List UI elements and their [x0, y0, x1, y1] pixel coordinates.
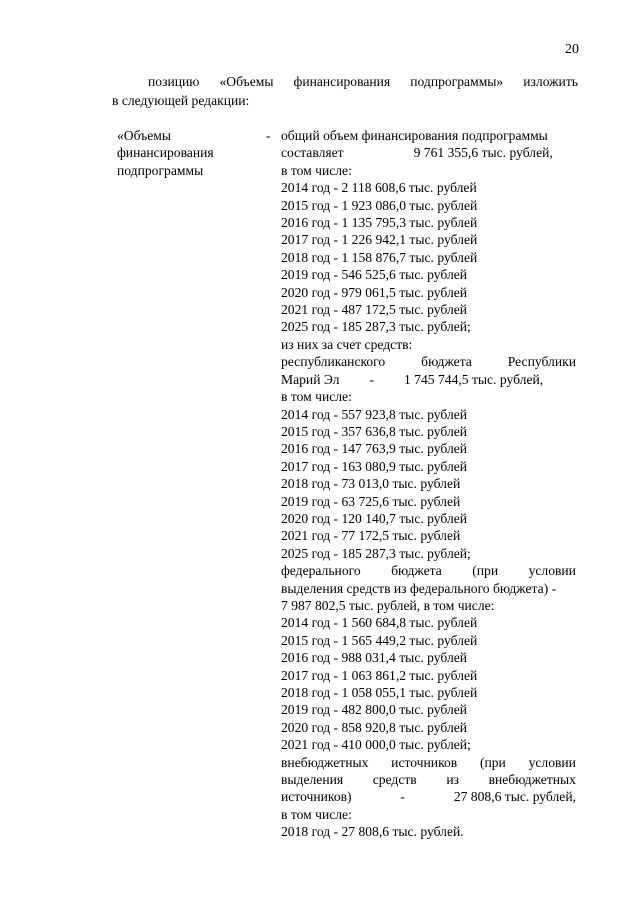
extrabudget-line-3	[281, 788, 576, 805]
label-line: финансирования	[117, 145, 214, 161]
republic-label: Марий Эл	[281, 371, 340, 387]
extrabudget-label: источников)	[281, 789, 352, 805]
year-row: 2018 год - 73 013,0 тыс. рублей	[281, 476, 461, 492]
extrabudget-dash: -	[400, 789, 405, 805]
republic-word: Республики	[507, 354, 576, 370]
total-line-2	[281, 144, 576, 161]
year-row: 2015 год - 357 636,8 тыс. рублей	[281, 423, 468, 439]
page-number: 20	[565, 42, 579, 57]
year-row: 2014 год - 1 560 684,8 тыс. рублей	[281, 615, 478, 631]
total-line-3: в том числе:	[281, 162, 352, 178]
extrabudget-word: средств	[372, 772, 417, 788]
extrabudget-line-1	[281, 754, 576, 771]
extrabudget-word: выделения	[281, 772, 344, 788]
republic-word: республиканского	[281, 354, 386, 370]
year-row: 2016 год - 988 031,4 тыс. рублей	[281, 650, 468, 666]
year-row: 2019 год - 482 800,0 тыс. рублей	[281, 702, 468, 718]
year-row: 2016 год - 1 135 795,3 тыс. рублей	[281, 215, 478, 231]
republic-years	[281, 406, 576, 563]
republic-amount: 1 745 744,5 тыс. рублей,	[403, 371, 544, 387]
federal-word: условии	[528, 563, 576, 579]
extrabudget-word: (при	[479, 754, 506, 770]
label-line: подпрограммы	[117, 162, 204, 178]
year-row: 2018 год - 27 808,6 тыс. рублей.	[281, 824, 464, 840]
extrabudget-amount: 27 808,6 тыс. рублей,	[453, 789, 576, 805]
intro-word: позицию	[148, 74, 200, 89]
label-dash: -	[266, 128, 271, 143]
extrabudget-line-2	[281, 771, 576, 788]
extrabudget-word: из	[446, 772, 459, 788]
label-line: «Объемы	[117, 128, 171, 143]
federal-line-3: 7 987 802,5 тыс. рублей, в том числе:	[281, 597, 495, 613]
year-row: 2021 год - 410 000,0 тыс. рублей;	[281, 737, 471, 753]
year-row: 2019 год - 63 725,6 тыс. рублей	[281, 493, 461, 509]
intro-line-2: в следующей редакции:	[112, 93, 250, 108]
year-row: 2015 год - 1 923 086,0 тыс. рублей	[281, 197, 478, 213]
financing-content	[281, 127, 576, 841]
intro-paragraph	[112, 72, 578, 110]
position-label	[117, 127, 257, 179]
sources-intro: из них за счет средств:	[281, 336, 413, 352]
federal-line-2: выделения средств из федерального бюджета) -	[281, 580, 557, 596]
year-row: 2018 год - 1 058 055,1 тыс. рублей	[281, 685, 478, 700]
federal-word: федерального	[281, 563, 361, 579]
year-row: 2018 год - 1 158 876,7 тыс. рублей	[281, 249, 478, 265]
total-years	[281, 179, 576, 336]
republic-word: бюджета	[421, 354, 472, 370]
year-row: 2015 год - 1 565 449,2 тыс. рублей	[281, 632, 478, 648]
extrabudget-word: внебюджетных	[281, 754, 369, 770]
year-row: 2019 год - 546 525,6 тыс. рублей	[281, 267, 468, 283]
extrabudget-word: условии	[528, 754, 576, 770]
extrabudget-word: внебюджетных	[488, 772, 576, 788]
total-label: составляет	[281, 145, 344, 161]
federal-line-1	[281, 562, 576, 579]
year-row: 2014 год - 2 118 608,6 тыс. рублей	[281, 180, 477, 196]
total-line-1: общий объем финансирования подпрограммы	[281, 128, 548, 143]
year-row: 2025 год - 185 287,3 тыс. рублей;	[281, 545, 471, 561]
republic-line-2	[281, 371, 576, 388]
federal-years	[281, 614, 576, 753]
year-row: 2020 год - 979 061,5 тыс. рублей	[281, 284, 468, 300]
year-row: 2020 год - 120 140,7 тыс. рублей	[281, 510, 468, 526]
year-row: 2017 год - 163 080,9 тыс. рублей	[281, 458, 468, 474]
republic-line-3: в том числе:	[281, 389, 352, 405]
extrabudget-line-4: в том числе:	[281, 806, 352, 822]
intro-word: подпрограммы»	[410, 74, 504, 89]
year-row: 2021 год - 77 172,5 тыс. рублей	[281, 528, 461, 544]
year-row: 2017 год - 1 063 861,2 тыс. рублей	[281, 667, 478, 683]
intro-word: «Объемы	[219, 74, 274, 89]
republic-line-1	[281, 353, 576, 370]
republic-dash: -	[369, 371, 374, 387]
federal-word: бюджета	[391, 563, 442, 579]
intro-line-1	[112, 72, 578, 91]
intro-word: изложить	[523, 74, 578, 89]
year-row: 2017 год - 1 226 942,1 тыс. рублей	[281, 232, 478, 248]
federal-word: (при	[472, 563, 499, 579]
year-row: 2014 год - 557 923,8 тыс. рублей	[281, 406, 468, 422]
extrabudget-word: источников	[391, 754, 458, 770]
year-row: 2021 год - 487 172,5 тыс. рублей	[281, 302, 468, 318]
year-row: 2016 год - 147 763,9 тыс. рублей	[281, 441, 468, 457]
year-row: 2020 год - 858 920,8 тыс. рублей	[281, 719, 468, 735]
intro-word: финансирования	[293, 74, 391, 89]
total-amount: 9 761 355,6 тыс. рублей,	[413, 145, 553, 161]
year-row: 2025 год - 185 287,3 тыс. рублей;	[281, 319, 471, 335]
